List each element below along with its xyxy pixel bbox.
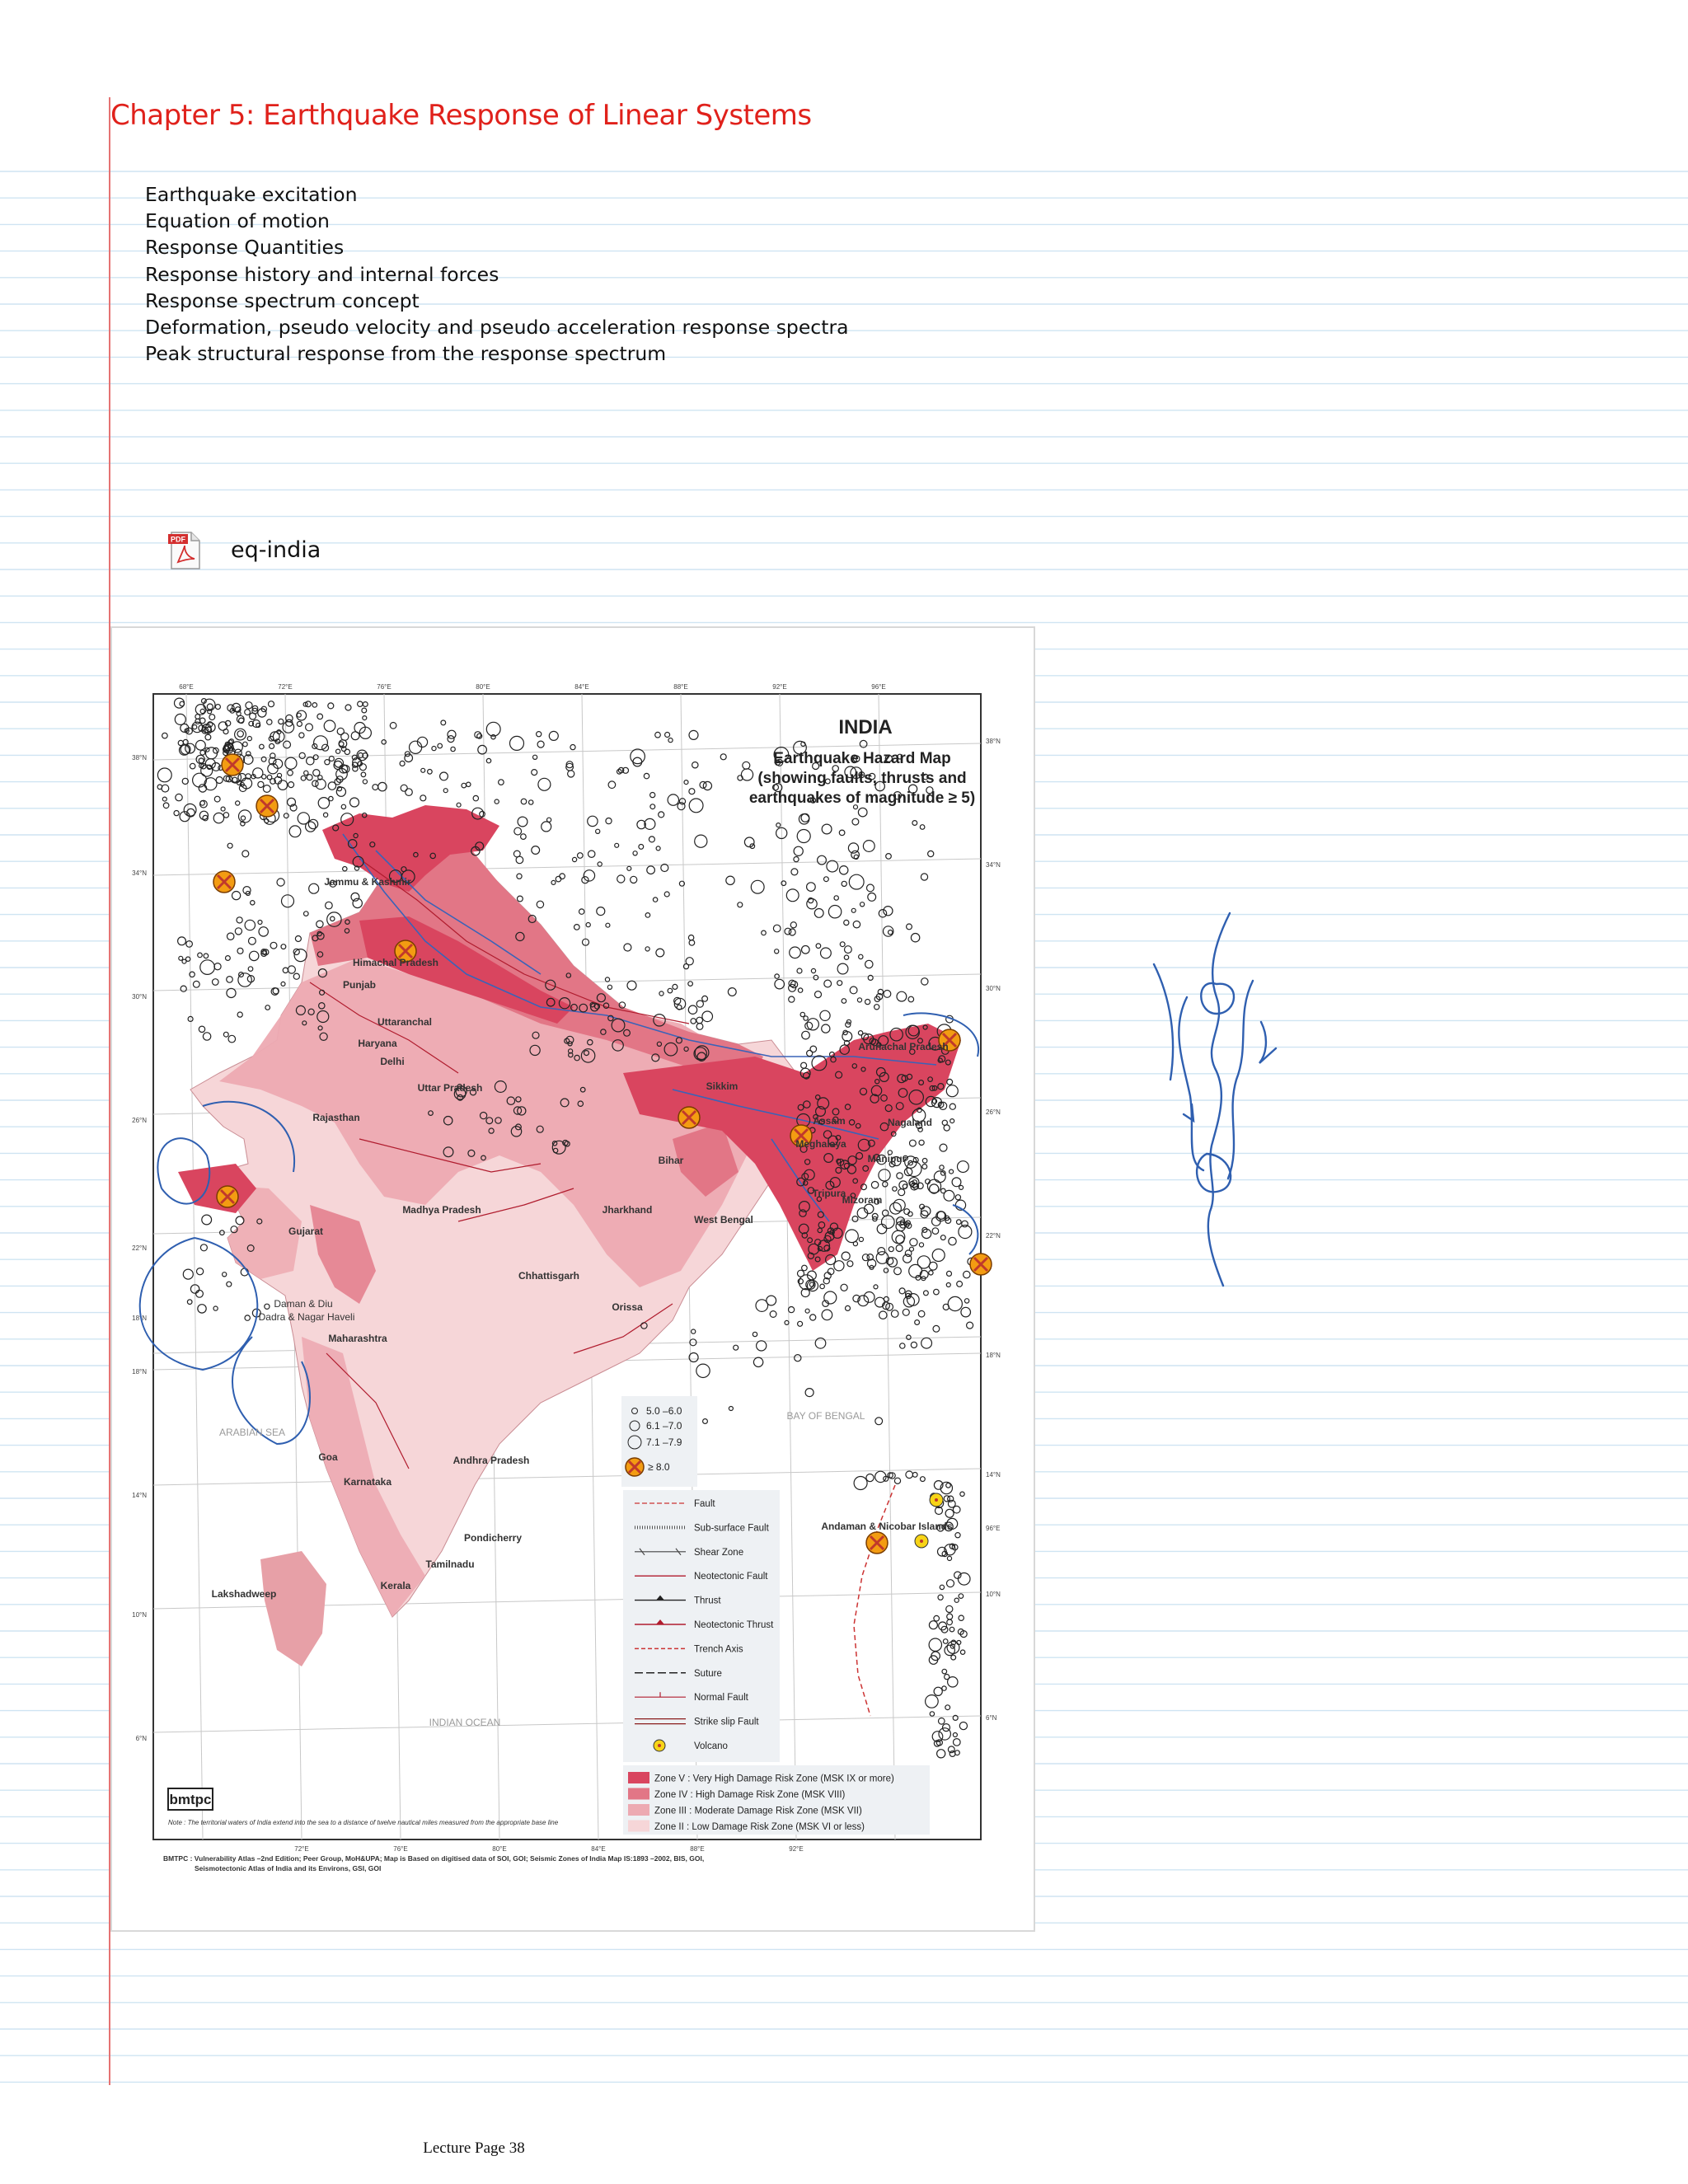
attachment-name[interactable]: eq-india — [231, 537, 321, 563]
label-arunachal: Arunachal Pradesh — [858, 1041, 949, 1052]
symbol-legend-label: Fault — [694, 1499, 715, 1509]
label-punjab: Punjab — [342, 979, 377, 991]
tick-label: 18°N — [986, 1352, 1001, 1359]
major-earthquake-marker — [970, 1254, 992, 1275]
tick-label: 30°N — [132, 993, 147, 1001]
major-earthquake-marker — [866, 1532, 888, 1554]
map-source-line: BMTPC : Vulnerability Atlas –2nd Edition; Peer Group, MoH&UPA; Map is Based on digitised data of SOI, GOI; Seismic Zones of India Map IS:1893 –2002, BIS, GOI, — [163, 1854, 705, 1863]
symbol-legend-label: Normal Fault — [694, 1693, 748, 1704]
label-jk: Jammu & Kashmir — [324, 876, 411, 888]
map-country-label: INDIA — [838, 716, 893, 738]
bottom-tick-labels — [294, 1845, 803, 1853]
zone-legend-label: Zone III : Moderate Damage Risk Zone (MSK VII) — [654, 1806, 862, 1816]
label-nagaland: Nagaland — [887, 1117, 933, 1128]
label-arabian-sea: ARABIAN SEA — [218, 1427, 286, 1438]
symbol-legend-label: Thrust — [694, 1596, 721, 1606]
top-tick-labels — [179, 683, 885, 691]
label-indian-ocean: INDIAN OCEAN — [429, 1717, 501, 1728]
zone-legend-item — [628, 1804, 862, 1816]
tick-label: 38°N — [132, 754, 147, 762]
zone-legend-label: Zone II : Low Damage Risk Zone (MSK VI or less) — [654, 1822, 865, 1832]
earthquake-hazard-map — [112, 628, 1034, 1930]
tick-label: 80°E — [476, 683, 490, 691]
tick-label: 92°E — [789, 1845, 804, 1853]
label-tripura: Tripura — [812, 1188, 846, 1199]
label-mizoram: Mizoram — [842, 1194, 883, 1206]
pdf-attachment[interactable] — [168, 531, 201, 570]
major-earthquake-marker — [222, 754, 243, 776]
map-note: Note : The territorial waters of India extend into the sea to a distance of twelve nautical miles measured from the appropriate base line — [168, 1819, 559, 1826]
zone-legend — [623, 1765, 930, 1835]
label-orissa: Orissa — [612, 1301, 643, 1313]
zone-swatch — [628, 1821, 649, 1832]
tick-label: 18°N — [132, 1368, 147, 1376]
zone-swatch — [628, 1788, 649, 1800]
map-heading-line: earthquakes of magnitude ≥ 5) — [748, 790, 976, 807]
left-tick-labels — [132, 754, 147, 1742]
page-title: Chapter 5: Earthquake Response of Linear Systems — [110, 99, 812, 132]
label-gujarat: Gujarat — [288, 1226, 324, 1237]
label-wb: West Bengal — [694, 1214, 753, 1226]
label-daman: Daman & Diu — [274, 1298, 333, 1310]
zone-swatch — [628, 1804, 649, 1816]
major-earthquake-marker — [678, 1107, 700, 1128]
tick-label: 6°N — [135, 1735, 147, 1742]
magnitude-legend-item: 7.1 –7.9 — [646, 1436, 682, 1448]
zone-swatch — [628, 1772, 649, 1783]
label-up: Uttar Pradesh — [417, 1082, 483, 1094]
magnitude-legend-item: 6.1 –7.0 — [646, 1420, 682, 1432]
topic-item: Equation of motion — [145, 209, 330, 233]
label-dadra: Dadra & Nagar Haveli — [258, 1311, 355, 1323]
tick-label: 38°N — [986, 738, 1001, 745]
topic-list — [145, 181, 849, 367]
magnitude-legend-item: ≥ 8.0 — [648, 1461, 670, 1473]
label-karnataka: Karnataka — [343, 1476, 392, 1488]
major-earthquake-marker — [213, 871, 235, 893]
tick-label: 76°E — [393, 1845, 408, 1853]
symbol-legend-label: Sub-surface Fault — [694, 1523, 769, 1534]
tick-label: 10°N — [986, 1591, 1001, 1598]
tick-label: 72°E — [278, 683, 293, 691]
tick-label: 26°N — [986, 1108, 1001, 1116]
tick-label: 30°N — [986, 985, 1001, 992]
symbol-legend-label: Neotectonic Fault — [694, 1572, 768, 1582]
symbol-legend-label: Neotectonic Thrust — [694, 1620, 774, 1630]
zone-legend-item — [628, 1821, 865, 1833]
tick-label: 84°E — [591, 1845, 606, 1853]
label-manipur: Manipur — [867, 1153, 907, 1165]
magnitude-8-icon — [626, 1458, 644, 1476]
topic-item: Earthquake excitation — [145, 183, 358, 206]
label-assam: Assam — [813, 1115, 846, 1127]
right-tick-labels — [986, 738, 1001, 1722]
zone-legend-item — [628, 1788, 846, 1801]
tick-label: 76°E — [377, 683, 392, 691]
tick-label: 96°E — [871, 683, 886, 691]
label-kerala: Kerala — [380, 1580, 411, 1591]
tick-label: 68°E — [179, 683, 194, 691]
pdf-file-icon[interactable] — [168, 531, 201, 570]
bmtpc-logo-text: bmtpc — [169, 1792, 212, 1807]
symbol-legend-label: Suture — [694, 1668, 722, 1679]
magnitude-legend — [621, 1396, 697, 1487]
magnitude-legend-item: 5.0 –6.0 — [646, 1405, 682, 1417]
zone-legend-label: Zone IV : High Damage Risk Zone (MSK VIII) — [654, 1790, 846, 1800]
tick-label: 72°E — [294, 1845, 309, 1853]
tick-label: 92°E — [772, 683, 787, 691]
tick-label: 84°E — [574, 683, 589, 691]
pdf-icon-label: PDF — [171, 535, 185, 544]
map-heading-line: (showing faults, thrusts and — [757, 770, 967, 787]
symbol-legend-label: Shear Zone — [694, 1547, 744, 1558]
label-haryana: Haryana — [358, 1038, 397, 1049]
tick-label: 34°N — [132, 869, 147, 877]
label-chhattisgarh: Chhattisgarh — [518, 1270, 580, 1282]
label-rajasthan: Rajasthan — [312, 1112, 360, 1123]
tick-label: 10°N — [132, 1611, 147, 1619]
symbol-legend-label: Strike slip Fault — [694, 1717, 759, 1727]
topic-item: Peak structural response from the response spectrum — [145, 342, 667, 366]
label-jharkhand: Jharkhand — [602, 1204, 653, 1216]
label-delhi: Delhi — [380, 1056, 405, 1067]
volcano-marker — [915, 1535, 928, 1548]
label-bay-of-bengal: BAY OF BENGAL — [786, 1410, 865, 1422]
label-hp: Himachal Pradesh — [352, 957, 439, 968]
symbol-legend-label: Trench Axis — [694, 1644, 743, 1655]
volcano-marker — [930, 1493, 943, 1507]
tick-label: 80°E — [492, 1845, 507, 1853]
label-lakshadweep: Lakshadweep — [211, 1588, 277, 1600]
label-uttaranchal: Uttaranchal — [377, 1016, 433, 1028]
tick-label: 96°E — [986, 1525, 1001, 1532]
page-footer: Lecture Page 38 — [423, 2139, 525, 2157]
topic-item: Response history and internal forces — [145, 262, 499, 286]
tick-label: 88°E — [673, 683, 688, 691]
topic-item: Response Quantities — [145, 236, 345, 260]
symbol-legend-label: Volcano — [694, 1741, 728, 1751]
label-pondicherry: Pondicherry — [463, 1532, 523, 1544]
label-bihar: Bihar — [658, 1155, 684, 1166]
tick-label: 22°N — [132, 1244, 147, 1252]
tick-label: 22°N — [986, 1232, 1001, 1240]
tick-label: 18°N — [132, 1315, 147, 1322]
tick-label: 14°N — [132, 1492, 147, 1499]
tick-label: 14°N — [986, 1471, 1001, 1479]
bmtpc-logo — [168, 1788, 213, 1810]
label-ap: Andhra Pradesh — [452, 1455, 530, 1466]
zone-legend-label: Zone V : Very High Damage Risk Zone (MSK IX or more) — [654, 1774, 894, 1784]
label-maharashtra: Maharashtra — [328, 1333, 387, 1344]
map-heading-line: Earthquake Hazard Map — [773, 750, 951, 767]
label-mp: Madhya Pradesh — [402, 1204, 481, 1216]
map-figure — [110, 626, 1035, 1932]
topic-item: Response spectrum concept — [145, 288, 420, 312]
major-earthquake-marker — [256, 795, 278, 817]
label-goa: Goa — [318, 1451, 338, 1463]
tick-label: 6°N — [986, 1714, 997, 1722]
topic-item: Deformation, pseudo velocity and pseudo acceleration response spectra — [145, 315, 849, 339]
tick-label: 34°N — [986, 861, 1001, 869]
handwritten-ink-sketch — [1137, 898, 1302, 1294]
symbol-legend — [623, 1490, 780, 1762]
tick-label: 26°N — [132, 1117, 147, 1124]
label-sikkim: Sikkim — [706, 1080, 738, 1092]
label-meghalaya: Meghalaya — [795, 1138, 846, 1150]
label-andaman: Andaman & Nicobar Islands — [821, 1521, 953, 1532]
label-tn: Tamilnadu — [425, 1558, 475, 1570]
map-source-line: Seismotectonic Atlas of India and its Environs, GSI, GOI — [195, 1864, 382, 1872]
major-earthquake-marker — [217, 1186, 238, 1207]
tick-label: 88°E — [690, 1845, 705, 1853]
zone-legend-item — [628, 1772, 894, 1784]
